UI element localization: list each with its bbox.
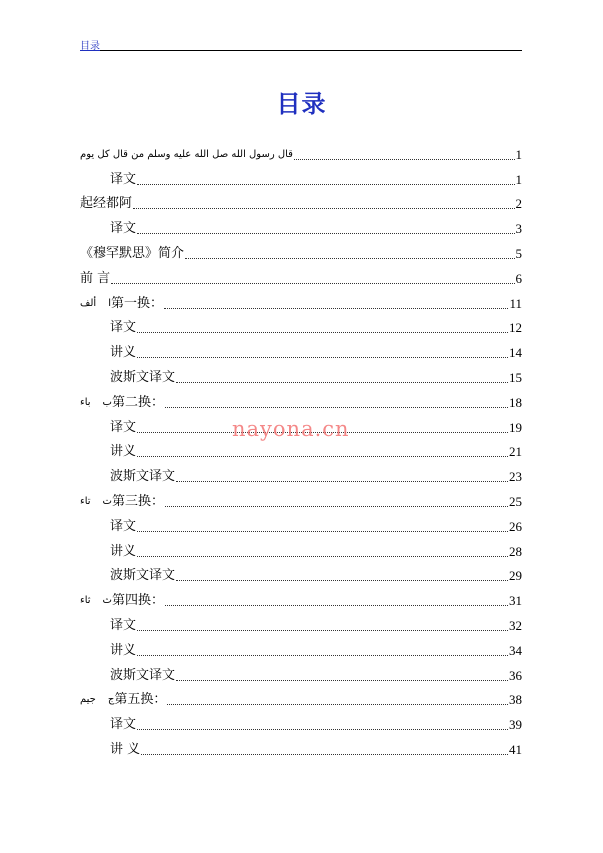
toc-leader-dots xyxy=(165,605,508,606)
toc-entry-title: 译文 xyxy=(110,221,137,237)
toc-entry-title: 讲 义 xyxy=(110,741,141,757)
toc-page-number: 26 xyxy=(509,518,522,534)
toc-leader-dots xyxy=(133,208,514,209)
toc-entry[interactable] xyxy=(80,560,522,585)
toc-entry[interactable] xyxy=(80,262,522,287)
toc-entry-label xyxy=(110,742,140,758)
toc-leader-dots xyxy=(137,357,508,358)
toc-leader-dots xyxy=(167,704,508,705)
toc-entry-title: 波斯文译文 xyxy=(110,568,176,584)
toc-entry-arabic: قال رسول الله صل الله عليه وسلم من قال كل يوم xyxy=(80,148,293,160)
toc-page-number: 1 xyxy=(515,146,522,162)
toc-entry[interactable] xyxy=(80,659,522,684)
toc-entry[interactable] xyxy=(80,733,522,758)
toc-entry-arabic: باء xyxy=(80,396,91,408)
toc-entry-title: 译文 xyxy=(110,518,137,534)
toc-entry[interactable] xyxy=(80,188,522,213)
toc-entry-label xyxy=(110,568,175,584)
toc-page-number: 41 xyxy=(509,741,522,757)
toc-entry-title: 第三换： xyxy=(111,493,164,509)
toc-entry[interactable] xyxy=(80,386,522,411)
toc-entry-letter: ت xyxy=(102,495,112,507)
toc-entry-arabic: ثاء xyxy=(80,595,91,607)
toc-page-number: 31 xyxy=(509,593,522,609)
toc-entry-label xyxy=(80,196,132,212)
toc-entry-label xyxy=(110,172,136,188)
toc-entry-label xyxy=(80,246,184,262)
toc-entry-title: 译文 xyxy=(110,320,137,336)
toc-entry-title: 第二换： xyxy=(111,394,164,410)
toc-entry-title: 译文 xyxy=(110,617,137,633)
toc-leader-dots xyxy=(176,680,508,681)
toc-entry[interactable] xyxy=(80,584,522,609)
toc-entry[interactable] xyxy=(80,708,522,733)
toc-page-number: 25 xyxy=(509,493,522,509)
toc-entry-title: 译文 xyxy=(110,171,137,187)
toc-entry-label xyxy=(80,296,163,312)
toc-entry-label xyxy=(110,221,136,237)
toc-entry-label xyxy=(110,320,136,336)
toc-entry-title: 起经都阿 xyxy=(80,196,133,212)
toc-entry[interactable] xyxy=(80,336,522,361)
toc-entry-label xyxy=(110,544,136,560)
toc-entry[interactable] xyxy=(80,287,522,312)
toc-page-number: 2 xyxy=(515,196,522,212)
toc-page-number: 11 xyxy=(509,295,522,311)
toc-leader-dots xyxy=(165,407,508,408)
toc-entry-title: 第一换： xyxy=(110,295,163,311)
toc-entry-letter: ا xyxy=(108,297,111,309)
toc-entry-label xyxy=(110,618,136,634)
toc-entry-label xyxy=(80,494,164,510)
toc-entry[interactable] xyxy=(80,609,522,634)
toc-page-number: 28 xyxy=(509,543,522,559)
toc-entry[interactable] xyxy=(80,237,522,262)
watermark: nayona.cn xyxy=(232,417,350,441)
toc-leader-dots xyxy=(137,456,508,457)
toc-entry-title: 译文 xyxy=(110,419,137,435)
toc-page-number: 19 xyxy=(509,419,522,435)
toc-entry-title: 波斯文译文 xyxy=(110,469,176,485)
toc-page-number: 32 xyxy=(509,617,522,633)
toc-leader-dots xyxy=(165,506,508,507)
toc-leader-dots xyxy=(141,754,508,755)
toc-entry[interactable] xyxy=(80,485,522,510)
toc-entry-label xyxy=(110,469,175,485)
toc-entry-letter: ج xyxy=(107,694,115,706)
toc-entry-title: 前 言 xyxy=(80,270,111,286)
toc-leader-dots xyxy=(137,729,508,730)
toc-entry[interactable] xyxy=(80,163,522,188)
toc-leader-dots xyxy=(176,382,508,383)
toc-leader-dots xyxy=(164,308,508,309)
toc-entry-title: 《穆罕默思》简介 xyxy=(80,245,185,261)
toc-leader-dots xyxy=(137,332,508,333)
toc-entry-label xyxy=(80,593,164,609)
toc-entry-label xyxy=(110,420,136,436)
toc-leader-dots xyxy=(176,481,508,482)
toc-entry-arabic: ألف xyxy=(80,297,97,309)
toc-entry-title: 波斯文译文 xyxy=(110,369,176,385)
toc-entry[interactable] xyxy=(80,312,522,337)
toc-entry[interactable] xyxy=(80,684,522,709)
toc-entry[interactable] xyxy=(80,535,522,560)
toc-entry-label xyxy=(80,395,164,411)
toc-entry-label xyxy=(110,643,136,659)
toc-page-number: 34 xyxy=(509,642,522,658)
toc-entry-label xyxy=(80,147,293,163)
toc-entry-title: 讲义 xyxy=(110,642,137,658)
toc-page-number: 14 xyxy=(509,345,522,361)
toc-page-number: 36 xyxy=(509,667,522,683)
toc-leader-dots xyxy=(176,580,508,581)
toc-page-number: 15 xyxy=(509,369,522,385)
toc-entry[interactable] xyxy=(80,212,522,237)
toc-entry-label xyxy=(110,345,136,361)
table-of-contents xyxy=(80,138,522,758)
toc-entry-title: 波斯文译文 xyxy=(110,667,176,683)
toc-entry-label xyxy=(80,692,166,708)
toc-leader-dots xyxy=(137,630,508,631)
toc-entry-label xyxy=(110,519,136,535)
toc-page-number: 1 xyxy=(515,171,522,187)
toc-entry-letter: ث xyxy=(102,595,112,607)
toc-entry-title: 讲义 xyxy=(110,543,137,559)
toc-entry-title: 译文 xyxy=(110,717,137,733)
toc-leader-dots xyxy=(185,258,514,259)
toc-entry-label xyxy=(110,370,175,386)
toc-page-number: 39 xyxy=(509,717,522,733)
toc-entry-label xyxy=(110,668,175,684)
toc-entry-label xyxy=(80,271,110,287)
toc-page-number: 12 xyxy=(509,320,522,336)
page-title: 目录 xyxy=(276,90,327,118)
toc-page-number: 6 xyxy=(515,270,522,286)
toc-entry-letter: ب xyxy=(102,396,112,408)
toc-page-number: 23 xyxy=(509,469,522,485)
toc-page-number: 29 xyxy=(509,568,522,584)
toc-leader-dots xyxy=(137,556,508,557)
toc-entry[interactable] xyxy=(80,460,522,485)
toc-entry[interactable] xyxy=(80,634,522,659)
page-header xyxy=(80,34,522,51)
header-toc-link[interactable]: 目录 xyxy=(80,41,100,52)
toc-entry[interactable] xyxy=(80,510,522,535)
toc-page-number: 38 xyxy=(509,692,522,708)
toc-page-number: 3 xyxy=(515,221,522,237)
toc-entry-title: 讲义 xyxy=(110,444,137,460)
toc-entry-title: 第四换： xyxy=(111,593,164,609)
toc-leader-dots xyxy=(294,159,515,160)
toc-entry[interactable] xyxy=(80,361,522,386)
toc-leader-dots xyxy=(137,655,508,656)
toc-entry[interactable] xyxy=(80,138,522,163)
toc-entry-title: 第五换： xyxy=(114,692,167,708)
toc-page-number: 5 xyxy=(515,245,522,261)
toc-entry-title: 讲义 xyxy=(110,345,137,361)
toc-entry-arabic: جيم xyxy=(80,694,96,706)
toc-leader-dots xyxy=(137,531,508,532)
toc-entry-arabic: تاء xyxy=(80,495,91,507)
toc-leader-dots xyxy=(137,233,514,234)
toc-page-number: 21 xyxy=(509,444,522,460)
toc-leader-dots xyxy=(137,184,514,185)
toc-entry-label xyxy=(110,444,136,460)
toc-entry-label xyxy=(110,717,136,733)
toc-page-number: 18 xyxy=(509,394,522,410)
toc-leader-dots xyxy=(111,283,514,284)
